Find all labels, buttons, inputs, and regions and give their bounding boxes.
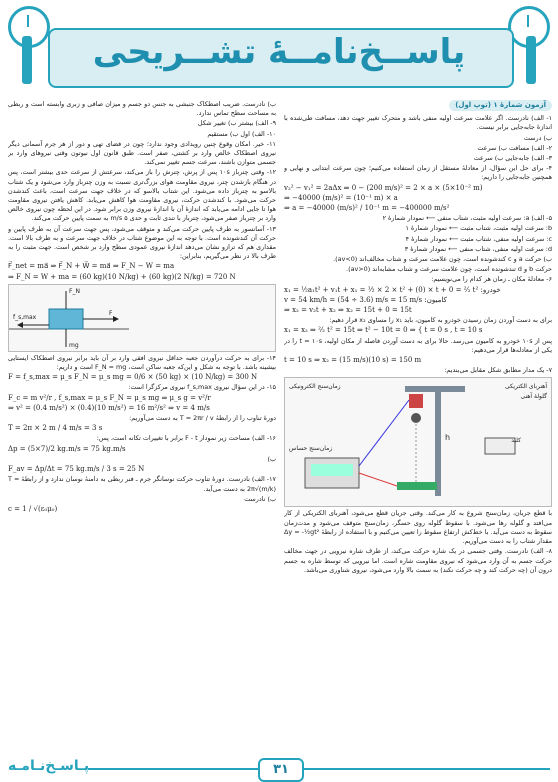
answer-text: با قطع جریان، زمان‌سنج شروع به کار می‌کند. وقتی جریان قطع می‌شود، آهنربای الکتریکی از کار می‌افتد و گلوله رها می‌شود. با سقوط گلوله روی حسگر، زمان‌سنج متوقف می‌شود و مدت‌زمان سقوط به دست می‌آید. با خط‌کش ارتفاع سقوط را تعیین می‌کنیم و با استفاده از رابطهٔ Δy = -½gt² مقدار شتاب را به دست می‌آوریم.: [284, 509, 552, 546]
answer-text: ۱۰- الف) اول ب) مستقیم: [207, 129, 276, 138]
equation: x₁ = x₂ ⇒ ²⁄₂ t² = 15t ⇒ t² − 10t = 0 ⇒ { t = 0 s , t = 10 s: [284, 326, 483, 335]
equation: c = 1 / √(ε₀μ₀): [8, 504, 58, 513]
figure-label: آهنربای الکتریکی: [505, 383, 547, 391]
answer-text: ۱۵- در این سؤال نیروی f_s,max نیروی مرکزگرا است:: [128, 383, 276, 392]
section-title: آزمون شمارهٔ ۱ (توپ اول): [449, 100, 552, 111]
left-column: [8, 100, 276, 750]
page-number: ۳۱: [258, 758, 304, 782]
equation: Δp = (5×7)/2 kg.m/s = 75 kg.m/s: [8, 444, 126, 453]
equation: ⇒ v² = (0.4 m/s²) × (0.4)(10 m/s²) = 16 m²/s² ⇒ v = 4 m/s: [8, 403, 210, 412]
pencil-icon: [526, 36, 536, 84]
answer-text: برای به دست آوردن زمان رسیدن خودرو به کامیون، باید x₁ را مساوی x₂ قرار دهیم:: [329, 316, 552, 325]
figure-label: F: [109, 309, 113, 317]
answer-text: c: سرعت اولیه منفی، شتاب مثبت ⟵ نمودار شمارهٔ ۴: [405, 234, 552, 243]
answer-text: b: سرعت اولیه مثبت، شتاب مثبت ⟵ نمودار شمارهٔ ۱: [405, 224, 552, 233]
figure-label: F_N: [69, 287, 80, 295]
figure-label: f_s,max: [13, 313, 37, 321]
footer-rule: [88, 768, 550, 770]
equation: F_av = Δp/Δt = 75 kg.m/s / 3 s = 25 N: [8, 465, 145, 474]
answer-text: ۱۶- الف) مساحت زیر نمودار F - t برابر با تغییرات تکانه است، پس:: [96, 434, 276, 443]
equation: ⇒ a = −40000 (m/s)² / 10⁻¹ m = −400000 m/s²: [284, 204, 450, 213]
free-fall-apparatus-figure: [284, 377, 552, 507]
answer-text: ۱۲- وقتی چترباز ۱۰s پس از پرش، چترش را باز می‌کند، سرعتش از سرعت حدی بیشتر است، پس در هنگام بازشدن چتر، نیروی مقاومت هوای بزرگ‌تری نسبت به وزن چترباز وارد می‌شود و یک شتاب بالاسو به چترباز داده می‌شود. این شتاب بالاسو که در خلاف جهت سرعت است، باعث کندشدن حرکت می‌شود. با کندشدن حرکت، نیروی مقاومت هوا کاهش می‌یابد. کاهش یافتن نیروی مقاومت هوا تا جایی ادامه می‌یابد که اندازهٔ آن با اندازهٔ نیروی وزن برابر شود. در این لحظه چون نیروی خالص وارد بر چترباز صفر می‌شود، چترباز با تندی ثابت و حدی ۵ m/s به سمت پایین حرکت می‌کند.: [8, 168, 276, 223]
answer-text: ۱۳- آسانسور به طرف پایین حرکت می‌کند و متوقف می‌شود، پس جهت سرعت آن به طرف پایین و حرکت آن کندشونده است. با توجه به این موضوع شتاب در خلاف جهت سرعت و به طرف بالا است. مقداری هم که ترازو نشان می‌دهد اندازهٔ نیروی عمودی سطح وارد بر شخص است. جهت مثبت را به طرف بالا در نظر می‌گیریم، بنابراین:: [8, 224, 276, 261]
answer-text: ب) نادرست: [244, 494, 276, 503]
right-column: [284, 100, 552, 750]
equation: v₂² − v₁² = 2aΔx ⇒ 0 − (200 m/s)² = 2 × a × (5×10⁻² m): [284, 183, 483, 192]
answer-text: ۴- برای حل این سؤال، از معادلهٔ مستقل از زمان استفاده می‌کنیم؛ چون سرعت ابتدایی و نهایی و همچنین جابه‌جایی را داریم:: [284, 164, 552, 182]
answer-text: ۹- الف) بیشتر ب) تغییر شکل: [197, 119, 276, 128]
figure-label: گلولهٔ آهنی: [520, 393, 547, 401]
answer-text: d: سرعت اولیه منفی، شتاب منفی ⟵ نمودار شمارهٔ ۳: [404, 244, 552, 253]
figure-label: زمان‌سنج الکترونیکی: [289, 383, 341, 391]
answer-text: ب): [267, 454, 276, 463]
equation: T = 2π × 2 m / 4 m/s = 3 s: [8, 424, 103, 433]
answer-text: ۲- الف) مسافت ب) سرعت: [477, 143, 552, 152]
page-title: پاســخ‌نامــهٔ تشــریحی: [92, 32, 466, 72]
answer-text: ۳- الف) جابه‌جایی ب) سرعت: [473, 154, 552, 163]
answer-text: ۱۱- خیر. امکان وقوع چنین رویدادی وجود ندارد؛ چون در فضای تهی و دور از هر جرم آسمانی دیگر نیروی اصطکاک خالص وارد بر کشتی، صفر است. طبق قانون اول نیوتون وقتی نیروهای وارد بر جسمی متوازن باشند، سرعت جسم تغییر نمی‌کند.: [8, 139, 276, 167]
equation: ⇒ x₂ = v₂t + x₂ ⇒ x₂ = 15t + 0 = 15t: [284, 306, 412, 315]
equation: v = 54 km/h = (54 ÷ 3.6) m/s = 15 m/s :کامیون: [284, 295, 447, 304]
equation: F⃗_net = ma⃗ ⇒ F⃗_N + W⃗ = ma⃗ ⇒ F_N − W = ma: [8, 262, 175, 271]
figure-label: کلید: [511, 437, 521, 445]
answer-text: ۸- الف) نادرست. وقتی جسمی در یک شاره حرکت می‌کند، از طرف شاره نیرویی در جهت مخالف حرکت جسم به آن وارد می‌شود که نیروی مقاومت شاره است. اما نیرویی که توسط شاره به جسم درون آن (چه حرکت کند و چه حرکت نکند) به سمت بالا وارد می‌شود، نیروی شناوری می‌باشد.: [284, 547, 552, 574]
equation: x₁ = ½a₁t² + v₁t + x₁ = ½ × 2 × t² + (0) × t + 0 = ²⁄₂ t² :خودرو: [284, 285, 501, 294]
page-banner: [8, 6, 550, 92]
answer-text: حرکت b و d تندشونده است، چون علامت سرعت و شتاب مشابه‌اند (av>0).: [346, 265, 552, 274]
answer-text: ب) حرکت a و c کندشونده است، چون علامت سرعت و شتاب مخالف‌اند (av<0).: [333, 255, 552, 264]
answer-text: ۵- الف) a: سرعت اولیه مثبت، شتاب منفی ⟵ نمودار شمارهٔ ۲: [382, 214, 552, 223]
answer-text: ب) نادرست. ضریب اصطکاک جنبشی به جنس دو جسم و میزان صافی و زبری وابسته است و ربطی به مساحت سطح تماس ندارد.: [8, 100, 276, 118]
svg-text:h: h: [445, 433, 451, 443]
answer-text: دورهٔ تناوب را از رابطهٔ T = 2πr / v به دست می‌آوریم:: [129, 414, 276, 423]
answer-text: ۱- الف) نادرست. اگر علامت سرعت اولیه منفی باشد و متحرک تغییر جهت دهد، مسافت طی‌شده با اندازهٔ جابه‌جایی برابر نیست.: [284, 114, 552, 132]
pencil-icon: [22, 36, 32, 84]
figure-label: زمان‌سنج حساس: [289, 445, 333, 453]
answer-text: پس از ۱۰s خودرو به کامیون می‌رسد. حالا برای به دست آوردن فاصله از مکان اولیه، t = ۱۰s را در یکی از معادله‌ها قرار می‌دهیم:: [284, 336, 552, 354]
equation: ⇒ −40000 (m/s)² = (10⁻¹ m) × a: [284, 193, 398, 202]
equation: t = 10 s ⇒ x₂ = (15 m/s)(10 s) = 150 m: [284, 356, 422, 365]
equation: F = f_s,max = μ_s F_N = μ_s mg = 0/6 × (50 kg) × (10 N/kg) = 300 N: [8, 373, 258, 382]
figure-label: mg: [69, 341, 79, 349]
answer-text: ۱۴- برای به حرکت درآوردن جعبه حداقل نیروی افقی وارد بر آن باید برابر نیروی اصطکاک ایستایی بیشینه باشد. با توجه به شکل و این‌که جعبه ساکن است، F_N = mg است و داریم:: [8, 353, 276, 372]
answer-text: ۱۷- الف) نادرست. دورهٔ تناوب حرکت نوسانگر جرم ـ فنر ربطی به دامنهٔ نوسان ندارد و از رابطهٔ T = 2π√(m/k) به دست می‌آید.: [8, 475, 276, 493]
footer-label: پـاسـخ‌نـامـه: [8, 758, 90, 774]
box-friction-figure: [8, 284, 276, 352]
answer-text: ۷- یک مدار مطابق شکل مقابل می‌بندیم:: [444, 366, 552, 375]
answer-text: ب) درست: [523, 133, 552, 142]
equation: ⇒ F_N = W + ma = (60 kg)(10 N/kg) + (60 kg)(2 N/kg) = 720 N: [8, 272, 236, 281]
page-footer: [8, 758, 550, 780]
equation: F_c = m v²/r , f_s,max = μ_s F_N = μ_s mg ⇒ μ_s g = v²/r: [8, 393, 211, 402]
answer-text: ۶- معادلهٔ مکان ـ زمان هر کدام را می‌نویسیم:: [431, 275, 552, 284]
